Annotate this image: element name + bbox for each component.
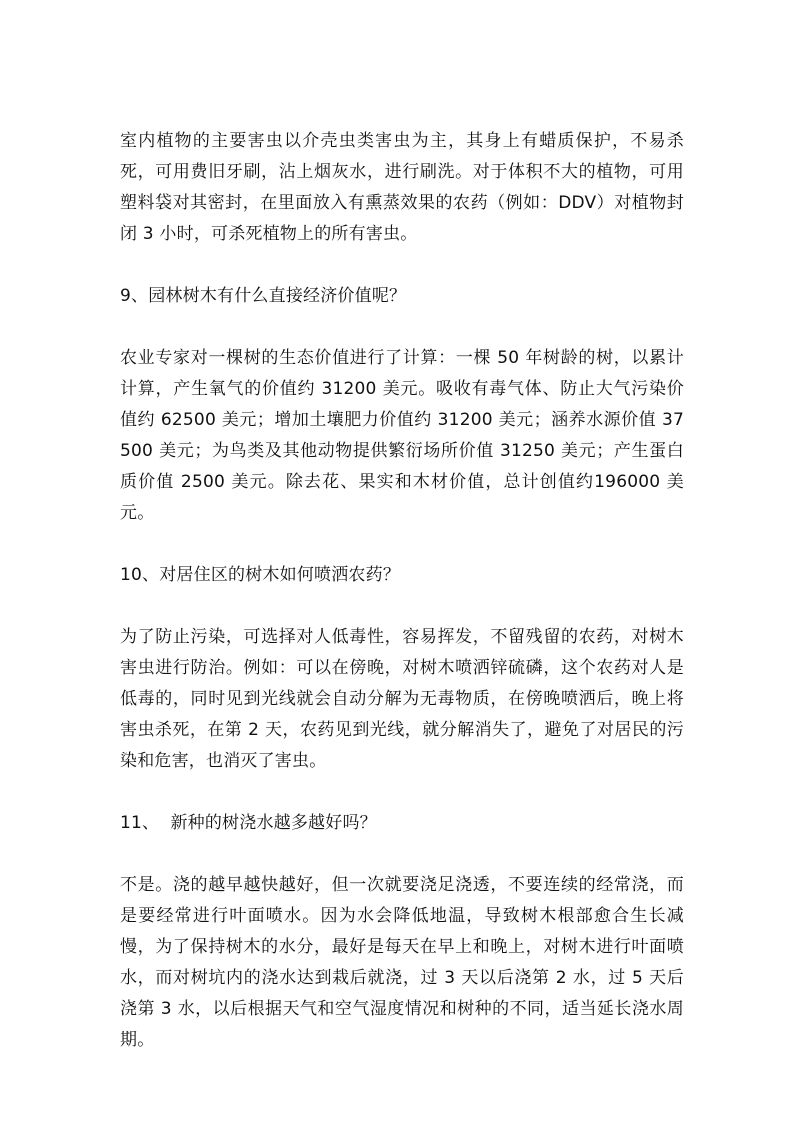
paragraph-watering: 不是。浇的越早越快越好，但一次就要浇足浇透，不要连续的经常浇，而是要经常进行叶面喷水。因为水会降低地温，导致树木根部愈合生长减慢，为了保持树木的水分，最好是每天在早上和晚上，对树木进行叶面喷水，而对树坑内的浇水达到栽后就浇，过 3 天以后浇第 2 水，过 5 天后浇第 3 水，以后根据天气和空气湿度情况和树种的不同，适当延长浇水周期。 — [120, 875, 684, 1050]
spacer — [120, 250, 684, 281]
question-heading-9: 9、园林树木有什么直接经济价值呢？ — [120, 286, 407, 306]
spacer — [120, 839, 684, 870]
spacer — [120, 777, 684, 808]
spacer — [120, 591, 684, 622]
question-heading-11: 11、 新种的树浇水越多越好吗？ — [120, 813, 377, 833]
paragraph-tree-value: 农业专家对一棵树的生态价值进行了计算：一棵 50 年树龄的树，以累计计算，产生氧气的价值约 31200 美元。吸收有毒气体、防止大气污染价值约 62500 美元；增加土壤肥力价值约 31200 美元；涵养水源价值 37500 美元；为鸟类及其他动物提供繁衍场所价值 31250 美元；产生蛋白质价值 2500 美元。除去花、果实和木材价值，总计创值约196000 美元。 — [120, 348, 684, 523]
spacer — [120, 312, 684, 343]
question-heading-10: 10、对居住区的树木如何喷洒农药？ — [120, 565, 401, 585]
paragraph-pesticide-spraying: 为了防止污染，可选择对人低毒性，容易挥发，不留残留的农药，对树木害虫进行防治。例如：可以在傍晚，对树木喷洒锌硫磷，这个农药对人是低毒的，同时见到光线就会自动分解为无毒物质，在傍晚喷洒后，晚上将害虫杀死，在第 2 天，农药见到光线，就分解消失了，避免了对居民的污染和危害，也消灭了害虫。 — [120, 627, 684, 771]
spacer — [120, 529, 684, 560]
paragraph-pest-control: 室内植物的主要害虫以介壳虫类害虫为主，其身上有蜡质保护，不易杀死，可用费旧牙刷，沾上烟灰水，进行刷洗。对于体积不大的植物，可用塑料袋对其密封，在里面放入有熏蒸效果的农药（例如：DDV）对植物封闭 3 小时，可杀死植物上的所有害虫。 — [120, 131, 684, 244]
